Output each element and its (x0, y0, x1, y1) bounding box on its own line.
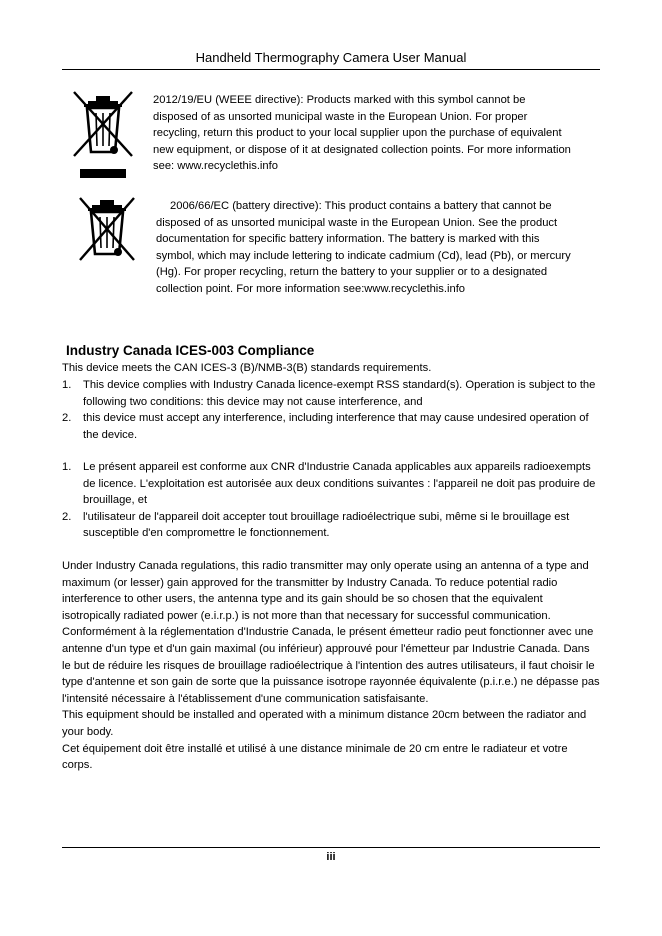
list-item-number: 2. (62, 412, 72, 425)
conditions-list-fr (62, 459, 602, 542)
antenna-paragraph-fr: Conformément à la réglementation d'Industrie Canada, le présent émetteur radio peut fonctionner avec une antenne d'un type et d'un gain maximal (ou inférieur) approuvé pour l'émetteur par Industrie Canada. Dans le but de réduire les risques de brouillage radioélectrique à l'intention des autres utilisateurs, il faut choisir le type d'antenne et son gain de sorte que la puissance isotrope rayonnée équivalente (p.i.r.e.) ne dépasse pas l'intensité nécessaire à l'établissement d'une communication satisfaisante. (62, 626, 600, 705)
list-item-number: 2. (62, 510, 72, 523)
page-header-title: Handheld Thermography Camera User Manual (195, 50, 467, 65)
battery-directive-text: 2006/66/EC (battery directive): This product contains a battery that cannot be disposed of as unsorted municipal waste in the European Union. See the product documentation for specific battery information. The battery is marked with this symbol, which may include lettering to indicate cadmium (Cd), lead (Pb), or mercury (Hg). For proper recycling, return the battery to your supplier or to a designated collection point. For more information see:www.recyclethis.info (156, 200, 571, 295)
list-item (62, 377, 602, 410)
ices-intro: This device meets the CAN ICES-3 (B)/NMB-3(B) standards requirements. (62, 362, 432, 374)
crossed-out-battery-bin-icon (78, 196, 136, 264)
distance-paragraph-en: This equipment should be installed and operated with a minimum distance 20cm between the radiator and your body. (62, 709, 587, 738)
footer-divider (62, 847, 600, 848)
list-item-number: 1. (62, 379, 72, 391)
list-item-text: Le présent appareil est conforme aux CNR d'Industrie Canada applicables aux appareils radioexempts de licence. L'exploitation est autorisée aux deux conditions suivantes : l'appareil ne doit pas produire de brouillage, et (83, 461, 596, 507)
list-item (62, 459, 602, 509)
list-item-text: this device must accept any interference, including interference that may cause undesired operation of the device. (83, 412, 589, 441)
list-item-text: This device complies with Industry Canada licence-exempt RSS standard(s). Operation is subject to the following two conditions: this device may not cause interference, and (83, 379, 596, 408)
list-item-number: 1. (62, 461, 72, 473)
conditions-list-en (62, 377, 602, 443)
list-item-text: l'utilisateur de l'appareil doit accepter tout brouillage radioélectrique subi, même si le brouillage est susceptible d'en compromettre le fonctionnement. (83, 510, 570, 540)
page-number: iii (326, 851, 336, 863)
list-item (62, 410, 602, 443)
list-item (62, 509, 602, 542)
antenna-paragraph-en: Under Industry Canada regulations, this radio transmitter may only operate using an antenna of a type and maximum (or lesser) gain approved for the transmitter by Industry Canada. To reduce potential radio interference to other users, the antenna type and its gain should be so chosen that the equivalent isotropically radiated power (e.i.r.p.) is not more than that necessary for successful communication. (62, 560, 589, 622)
regulatory-body (62, 558, 600, 774)
distance-paragraph-fr: Cet équipement doit être installé et utilisé à une distance minimale de 20 cm entre le radiateur et votre corps. (62, 742, 568, 772)
section-heading-ices: Industry Canada ICES-003 Compliance (66, 343, 315, 358)
weee-directive-text: 2012/19/EU (WEEE directive): Products marked with this symbol cannot be disposed of as unsorted municipal waste in the European Union. For proper recycling, return this product to your local supplier upon the purchase of equivalent new equipment, or dispose of it at designated collection points. For more information see: www.recyclethis.info (153, 94, 571, 173)
header-divider (62, 69, 600, 70)
crossed-out-wheelie-bin-icon (72, 90, 134, 180)
